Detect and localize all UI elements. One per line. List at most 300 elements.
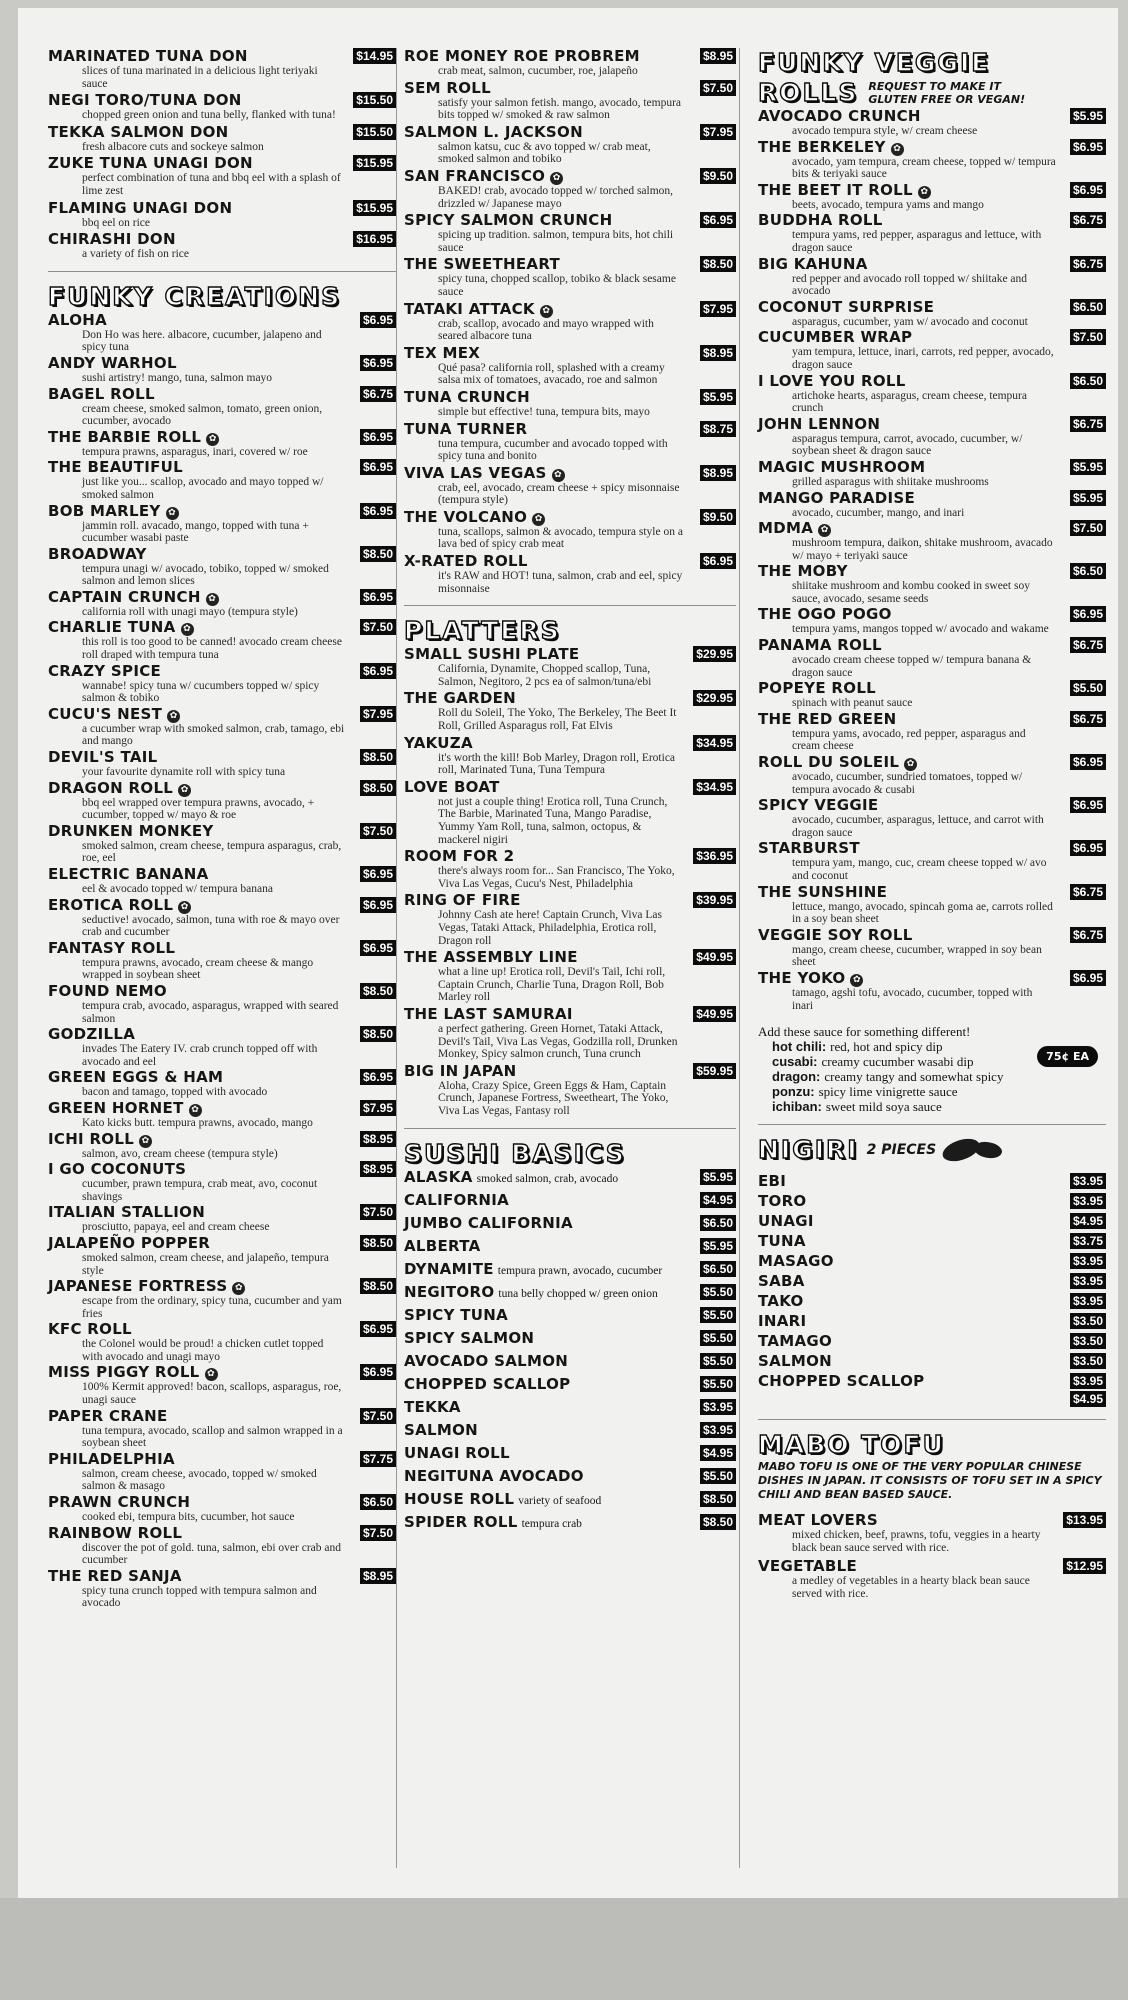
sauce-item	[758, 1084, 1106, 1099]
veggie-title-line1: FUNKY VEGGIE	[758, 48, 991, 77]
item-name	[48, 1408, 396, 1425]
menu-item	[404, 1238, 736, 1257]
menu-item	[404, 690, 736, 732]
item-name-text: ZUKE TUNA UNAGI DON	[48, 154, 253, 173]
menu-item	[48, 1451, 396, 1493]
item-name-text: TATAKI ATTACK	[404, 299, 535, 318]
item-name	[758, 139, 1106, 156]
menu-item	[758, 256, 1106, 298]
item-name: UNAGI	[758, 1212, 814, 1231]
menu-item	[758, 1291, 1106, 1311]
menu-item	[48, 780, 396, 822]
item-name-text: CUCUMBER WRAP	[758, 328, 913, 347]
price-tag: $6.50	[700, 1261, 736, 1277]
item-name-text: I LOVE YOU ROLL	[758, 371, 906, 390]
don-list	[48, 48, 396, 261]
signature-icon: ✿	[918, 186, 931, 199]
signature-icon: ✿	[850, 974, 863, 987]
item-name-text: ICHI ROLL	[48, 1129, 135, 1148]
price-tag: $5.50	[700, 1307, 736, 1323]
menu-item	[404, 421, 736, 463]
menu-item	[48, 823, 396, 865]
menu-item	[404, 1307, 736, 1326]
item-description: california roll with unagi mayo (tempura style)	[82, 605, 298, 618]
item-name	[404, 1006, 736, 1023]
menu-item	[48, 1131, 396, 1161]
menu-item	[758, 711, 1106, 753]
item-name-text: THE OGO POGO	[758, 605, 892, 624]
item-name	[48, 866, 396, 883]
signature-icon: ✿	[167, 710, 180, 723]
item-description: a medley of vegetables in a hearty black bean sauce served with rice.	[792, 1575, 1030, 1600]
price-tag: $15.95	[353, 200, 396, 216]
price-tag: $8.95	[700, 345, 736, 361]
item-name	[48, 459, 396, 476]
menu-item	[404, 892, 736, 947]
item-name-text: RING OF FIRE	[404, 891, 521, 910]
price-tag: $8.50	[360, 983, 396, 999]
funky-creations-title: FUNKY CREATIONS	[48, 281, 342, 311]
item-name-text: ROLL DU SOLEIL	[758, 753, 900, 772]
signature-icon: ✿	[532, 513, 545, 526]
item-name-text: SPICY VEGGIE	[758, 796, 879, 815]
menu-item	[48, 1321, 396, 1363]
item-name	[758, 754, 1106, 771]
price-tag: $3.50	[1070, 1313, 1106, 1329]
item-name-text: VEGGIE SOY ROLL	[758, 925, 913, 944]
price-tag: $6.95	[700, 212, 736, 228]
price-tag: $4.95	[700, 1192, 736, 1208]
item-description: tuna tempura, avocado, scallop and salmon wrapped in a soybean sheet	[82, 1424, 343, 1450]
item-name-text: CHARLIE TUNA	[48, 618, 176, 637]
menu-item	[404, 1422, 736, 1441]
item-name-text: THE RED SANJA	[48, 1566, 182, 1585]
price-tag: $12.95	[1063, 1558, 1106, 1574]
item-name-text: VEGETABLE	[758, 1557, 858, 1576]
item-description: avocado, cucumber, asparagus, lettuce, and carrot with dragon sauce	[792, 814, 1044, 839]
menu-item	[758, 1231, 1106, 1251]
item-name	[758, 637, 1106, 654]
mabo-tofu-title: MABO TOFU	[758, 1430, 945, 1460]
menu-item	[404, 1330, 736, 1349]
price-tag: $5.95	[700, 389, 736, 405]
item-name	[758, 927, 1106, 944]
item-name	[758, 680, 1106, 697]
price-tag: $5.95	[1070, 459, 1106, 475]
menu-item	[48, 1161, 396, 1203]
price-tag: $8.50	[360, 780, 396, 796]
price-tag: $6.95	[360, 663, 396, 679]
item-name-text: NEGITUNA AVOCADO	[404, 1466, 584, 1485]
price-tag: $8.95	[360, 1131, 396, 1147]
item-name	[404, 48, 736, 65]
menu-item	[48, 312, 396, 354]
item-description: avocado, cucumber, sundried tomatoes, topped w/ tempura avocado & cusabi	[792, 771, 1023, 796]
item-description: satisfy your salmon fetish. mango, avocado, tempura bits topped w/ smoked & raw salmon	[438, 96, 682, 122]
signature-icon: ✿	[178, 901, 191, 914]
menu-item	[48, 386, 396, 428]
signature-icon: ✿	[552, 469, 565, 482]
price-tag: $36.95	[693, 848, 736, 864]
item-name-text: ROOM FOR 2	[404, 847, 515, 866]
item-name-text: VIVA LAS VEGAS	[404, 463, 547, 482]
veggie-subtitle: REQUEST TO MAKE IT GLUTEN FREE OR VEGAN!	[868, 80, 1026, 106]
item-description: Roll du Soleil, The Yoko, The Berkeley, The Beet It Roll, Grilled Asparagus roll, Fat Elvis	[438, 707, 677, 733]
menu-item	[758, 1271, 1106, 1291]
menu-item	[758, 108, 1106, 138]
menu-item	[404, 848, 736, 890]
price-tag: $8.75	[700, 421, 736, 437]
price-tag: $5.50	[700, 1353, 736, 1369]
price-tag: $6.95	[360, 866, 396, 882]
item-name-text: THE RED GREEN	[758, 709, 897, 728]
price-tag: $7.75	[360, 1451, 396, 1467]
section-divider	[48, 271, 396, 272]
item-name	[48, 663, 396, 680]
item-name-text: LOVE BOAT	[404, 777, 500, 796]
price-tag: $6.75	[1070, 884, 1106, 900]
item-description: what a line up! Erotica roll, Devil's Tail, Ichi roll, Captain Crunch, Charlie Tuna, Dragon Roll, Bob Marley roll	[438, 966, 666, 1004]
menu-item	[758, 754, 1106, 796]
item-name	[758, 373, 1106, 390]
price-tag: $5.50	[700, 1376, 736, 1392]
nigiri-title: NIGIRI	[758, 1135, 859, 1165]
item-description: tempura yams, mangos topped w/ avocado and wakame	[792, 623, 1049, 636]
item-name	[758, 459, 1106, 476]
item-name-text: BUDDHA ROLL	[758, 211, 883, 230]
item-name-text: SALMON	[404, 1420, 479, 1439]
price-tag: $6.95	[360, 1321, 396, 1337]
price-tag: $49.95	[693, 949, 736, 965]
item-description: grilled asparagus with shiitake mushrooms	[792, 475, 989, 488]
item-description: simple but effective! tuna, tempura bits, mayo	[438, 405, 650, 418]
price-tag: $6.50	[700, 1215, 736, 1231]
item-name	[48, 1278, 396, 1295]
item-description: crab, eel, avocado, cream cheese + spicy misonnaise (tempura style)	[438, 481, 680, 507]
item-name	[48, 1568, 396, 1585]
item-name	[48, 1451, 396, 1468]
item-name-text: SMALL SUSHI PLATE	[404, 645, 580, 664]
item-name	[48, 619, 396, 636]
item-name-text: JAPANESE FORTRESS	[48, 1277, 228, 1296]
price-tag: $15.50	[353, 92, 396, 108]
menu-item	[48, 546, 396, 588]
item-name-text: THE SUNSHINE	[758, 882, 888, 901]
item-name	[48, 1525, 396, 1542]
item-description: a variety of fish on rice	[82, 248, 189, 261]
price-tag: $8.95	[700, 465, 736, 481]
item-name	[404, 848, 736, 865]
item-name-text: PRAWN CRUNCH	[48, 1493, 191, 1512]
item-description: artichoke hearts, asparagus, cream cheese, tempura crunch	[792, 389, 1027, 415]
item-name	[758, 299, 1106, 316]
price-tag: $8.50	[360, 1026, 396, 1042]
menu-item	[404, 465, 736, 507]
price-tag: $3.95	[1070, 1373, 1106, 1389]
item-name-text: PANAMA ROLL	[758, 636, 882, 655]
price-tag: $6.95	[1070, 182, 1106, 198]
item-name-text: TEKKA	[404, 1397, 461, 1416]
price-tag: $39.95	[693, 892, 736, 908]
nigiri-subtitle: 2 PIECES	[866, 1141, 937, 1158]
item-name	[48, 983, 396, 1000]
menu-item	[404, 1445, 736, 1464]
price-tag: $8.95	[700, 48, 736, 64]
sauce-label: ichiban:	[772, 1099, 822, 1115]
item-name	[48, 1161, 396, 1178]
item-description: Qué pasa? california roll, splashed with a creamy salsa mix of tomatoes, avacado, roe and salmon	[438, 361, 665, 387]
menu-item	[758, 1512, 1106, 1554]
item-name-text: DRUNKEN MONKEY	[48, 821, 214, 840]
item-name	[404, 690, 736, 707]
price-tag: $5.50	[700, 1284, 736, 1300]
item-name	[48, 355, 396, 372]
item-name	[758, 256, 1106, 273]
signature-icon: ✿	[178, 784, 191, 797]
item-name	[48, 823, 396, 840]
item-name-text: TUNA CRUNCH	[404, 387, 530, 406]
item-description: a cucumber wrap with smoked salmon, crab, tamago, ebi and mango	[82, 722, 345, 748]
item-name	[48, 1494, 396, 1511]
item-name-text: THE BERKELEY	[758, 137, 886, 156]
item-name	[758, 884, 1106, 901]
menu-item	[48, 155, 396, 197]
menu-item	[48, 1568, 396, 1610]
signature-icon: ✿	[904, 758, 917, 771]
item-name	[48, 386, 396, 403]
section-divider	[758, 1124, 1106, 1125]
price-tag: $6.50	[1070, 563, 1106, 579]
item-name-text: HOUSE ROLL	[404, 1489, 515, 1508]
item-name	[48, 231, 396, 248]
menu-item	[48, 983, 396, 1025]
item-name-text: THE LAST SAMURAI	[404, 1004, 573, 1023]
menu-item	[758, 1331, 1106, 1351]
menu-item	[404, 80, 736, 122]
item-name-text: AVOCADO SALMON	[404, 1351, 569, 1370]
menu-item	[758, 1558, 1106, 1600]
item-description: spinach with peanut sauce	[792, 697, 913, 710]
item-name-text: DYNAMITE	[404, 1259, 494, 1278]
item-name-text: FLAMING UNAGI DON	[48, 198, 233, 217]
mabo-tofu-list	[758, 1512, 1106, 1600]
item-name-text: NEGITORO	[404, 1282, 495, 1301]
menu-item	[48, 92, 396, 122]
price-tag: $5.50	[1070, 680, 1106, 696]
item-name	[48, 1100, 396, 1117]
menu-item	[48, 231, 396, 261]
item-name	[48, 92, 396, 109]
sauce-description: creamy cucumber wasabi dip	[821, 1054, 974, 1070]
signature-icon: ✿	[205, 1368, 218, 1381]
signature-icon: ✿	[232, 1282, 245, 1295]
item-name-text: RAINBOW ROLL	[48, 1523, 183, 1542]
price-tag: $7.95	[700, 124, 736, 140]
price-tag: $8.50	[360, 1235, 396, 1251]
item-description: tuna tempura, cucumber and avocado topped with spicy tuna and bonito	[438, 437, 668, 463]
signature-icon: ✿	[550, 172, 563, 185]
menu-item	[404, 212, 736, 254]
item-name	[758, 1512, 1106, 1529]
item-name	[404, 1238, 736, 1257]
menu-item	[758, 840, 1106, 882]
sauces-block	[758, 1024, 1106, 1114]
price-tag: $6.75	[1070, 637, 1106, 653]
price-tag: $6.95	[360, 1069, 396, 1085]
item-name-text: SALMON L. JACKSON	[404, 122, 583, 141]
item-name-text: DEVIL'S TAIL	[48, 748, 158, 767]
item-description: California, Dynamite, Chopped scallop, Tuna, Salmon, Negitoro, 2 pcs ea of salmon/tuna/ebi	[438, 663, 652, 688]
item-name-text: EROTICA ROLL	[48, 895, 174, 914]
item-name-text: CHIRASHI DON	[48, 230, 176, 249]
price-tag: $5.95	[700, 1169, 736, 1185]
column-divider	[396, 48, 397, 1868]
item-description: variety of seafood	[518, 1494, 602, 1507]
item-description: eel & avocado topped w/ tempura banana	[82, 883, 273, 895]
menu-item	[758, 970, 1106, 1012]
item-name	[758, 329, 1106, 346]
item-description: spicy tuna crunch topped with tempura salmon and avocado	[82, 1584, 317, 1610]
item-name: SABA	[758, 1272, 805, 1291]
rolls-list	[404, 48, 736, 595]
item-name	[404, 1353, 736, 1372]
menu-item	[404, 509, 736, 551]
menu-item	[404, 1468, 736, 1487]
sauce-label: hot chili:	[772, 1039, 827, 1055]
price-tag: $8.95	[360, 1161, 396, 1177]
item-name	[404, 1307, 736, 1326]
price-tag: $5.50	[700, 1468, 736, 1484]
menu-item	[48, 866, 396, 896]
price-tag: $8.50	[700, 256, 736, 272]
item-description: escape from the ordinary, spicy tuna, cucumber and yam fries	[82, 1295, 342, 1320]
menu-item	[48, 1494, 396, 1524]
menu-item	[758, 1191, 1106, 1211]
price-tag: $16.95	[353, 231, 396, 247]
menu-item	[404, 1399, 736, 1418]
item-description: yam tempura, lettuce, inari, carrots, red pepper, avocado, dragon sauce	[792, 346, 1054, 371]
item-name	[404, 779, 736, 796]
price-tag: $5.50	[700, 1330, 736, 1346]
price-tag: $8.50	[700, 1514, 736, 1530]
platters-title: PLATTERS	[404, 616, 561, 646]
item-description: fresh albacore cuts and sockeye salmon	[82, 140, 264, 153]
item-name-text: ROE MONEY ROE PROBREM	[404, 47, 640, 65]
item-description: just like you... scallop, avocado and mayo topped w/ smoked salmon	[82, 476, 324, 501]
item-name-text: NEGI TORO/TUNA DON	[48, 91, 242, 110]
item-description: slices of tuna marinated in a delicious light teriyaki sauce	[82, 65, 318, 90]
item-name-text: FOUND NEMO	[48, 981, 167, 1000]
item-name-text: SAN FRANCISCO	[404, 166, 546, 185]
menu-item	[758, 1251, 1106, 1271]
item-name	[48, 124, 396, 141]
item-name	[758, 970, 1106, 987]
item-name	[48, 706, 396, 723]
sauces-intro: Add these sauce for something different!	[758, 1024, 971, 1040]
item-name	[404, 389, 736, 406]
item-description: lettuce, mango, avocado, spincah goma ae, carrots rolled in a soy bean sheet	[792, 900, 1053, 926]
menu-item	[48, 619, 396, 661]
item-description: tempura yams, red pepper, asparagus and lettuce, with dragon sauce	[792, 229, 1042, 254]
item-name	[758, 520, 1106, 537]
item-name-text: THE ASSEMBLY LINE	[404, 948, 578, 967]
item-name-text: THE SWEETHEART	[404, 255, 561, 274]
item-name-text: THE VOLCANO	[404, 507, 528, 526]
column-middle	[404, 48, 736, 1537]
item-description: mushroom tempura, daikon, shitake mushroom, avacado w/ mayo + teriyaki sauce	[792, 537, 1053, 562]
item-description: tempura yam, mango, cuc, cream cheese topped w/ avo and coconut	[792, 857, 1047, 882]
item-name-text: BIG KAHUNA	[758, 254, 868, 273]
item-name	[404, 509, 736, 526]
item-name	[758, 606, 1106, 623]
item-name: TUNA	[758, 1232, 806, 1251]
item-name	[404, 1468, 736, 1487]
menu-item	[48, 589, 396, 619]
sushi-basics-list	[404, 1169, 736, 1533]
price-tag: $7.50	[360, 1525, 396, 1541]
price-tag: $6.95	[360, 897, 396, 913]
menu-item	[48, 355, 396, 385]
item-name	[404, 1376, 736, 1395]
item-name	[758, 416, 1106, 433]
item-name-text: ITALIAN STALLION	[48, 1203, 206, 1222]
item-description: the Colonel would be proud! a chicken cutlet topped with avocado and unagi mayo	[82, 1338, 324, 1363]
price-tag: $59.95	[693, 1063, 736, 1079]
price-tag: $6.75	[1070, 927, 1106, 943]
item-name-text: X-RATED ROLL	[404, 552, 528, 571]
item-name	[404, 301, 736, 318]
item-description: avocado, cucumber, mango, and inari	[792, 506, 965, 519]
item-description: spicing up tradition. salmon, tempura bits, hot chili sauce	[438, 229, 674, 254]
item-name-text: YAKUZA	[404, 733, 473, 752]
item-name	[404, 256, 736, 273]
menu-item	[758, 490, 1106, 520]
menu-item	[404, 1376, 736, 1395]
item-name-text: THE MOBY	[758, 562, 848, 581]
price-tag: $6.95	[700, 553, 736, 569]
menu-item	[758, 606, 1106, 636]
price-tag: $6.95	[360, 459, 396, 475]
price-tag: $29.95	[693, 690, 736, 706]
price-tag: $15.95	[353, 155, 396, 171]
price-tag: $3.95	[700, 1422, 736, 1438]
menu-item	[404, 1169, 736, 1188]
menu-item	[758, 680, 1106, 710]
price-tag: $6.95	[1070, 970, 1106, 986]
item-description: mango, cream cheese, cucumber, wrapped in soy bean sheet	[792, 943, 1042, 969]
signature-icon: ✿	[206, 433, 219, 446]
menu-item	[48, 1235, 396, 1277]
menu-item	[48, 749, 396, 779]
item-name	[48, 749, 396, 766]
item-name-text: ANDY WARHOL	[48, 353, 177, 372]
price-tag: $13.95	[1063, 1512, 1106, 1528]
price-tag: $6.95	[360, 940, 396, 956]
item-name-text: PHILADELPHIA	[48, 1449, 175, 1468]
price-tag: $6.75	[1070, 711, 1106, 727]
item-name: INARI	[758, 1312, 807, 1331]
price-tag: $5.95	[1070, 108, 1106, 124]
menu-item	[404, 1514, 736, 1533]
item-description: avocado cream cheese topped w/ tempura banana & dragon sauce	[792, 654, 1032, 679]
item-name-text: CUCU'S NEST	[48, 704, 163, 723]
menu-item	[48, 1069, 396, 1099]
sauce-description: red, hot and spicy dip	[830, 1039, 943, 1055]
price-tag: $6.95	[1070, 797, 1106, 813]
item-name	[48, 1235, 396, 1252]
item-name	[404, 949, 736, 966]
menu-item	[404, 389, 736, 419]
